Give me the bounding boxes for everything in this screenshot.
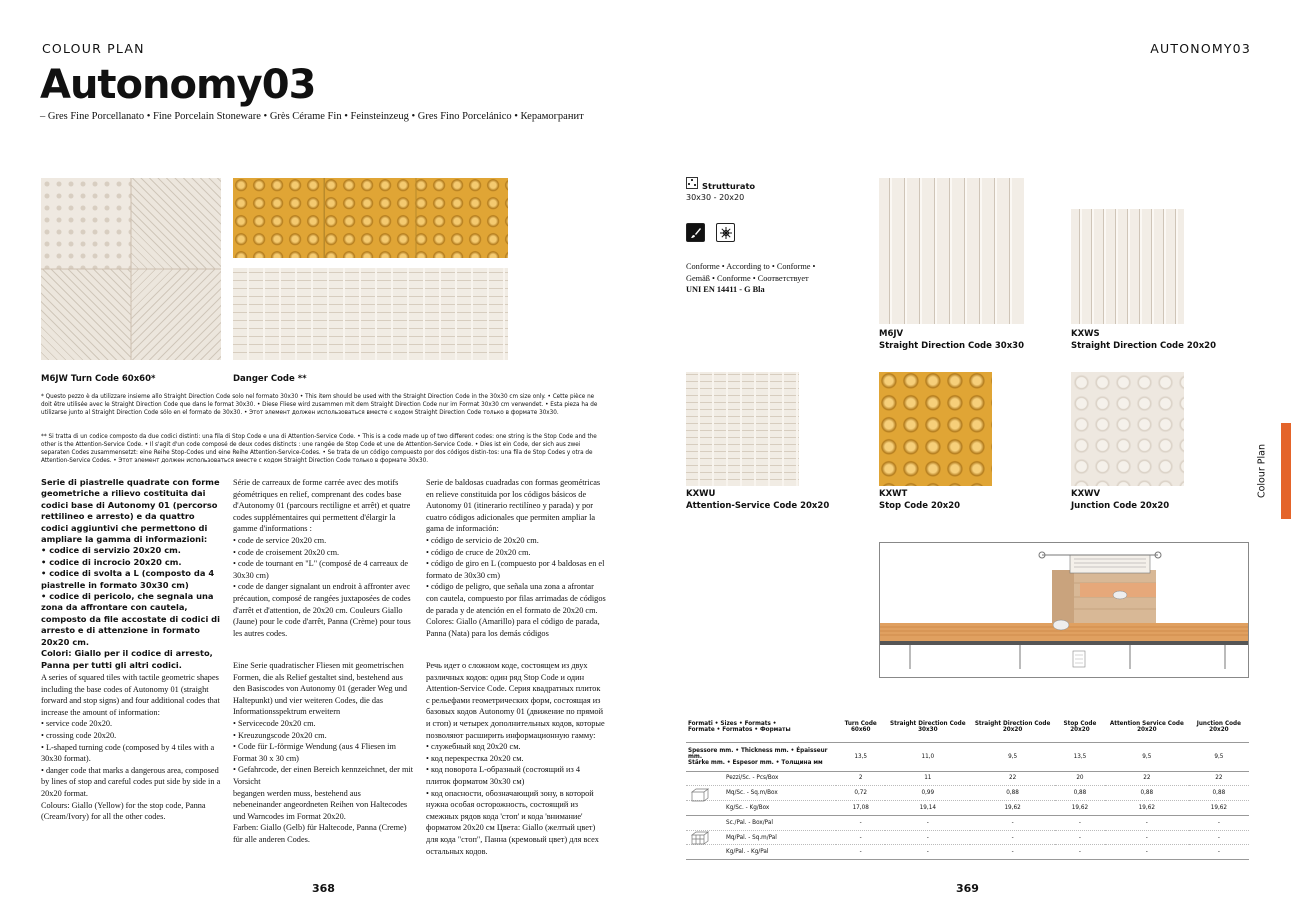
m6jv-tile-photo	[879, 178, 1024, 324]
spanish-description: Serie de baldosas cuadradas con formas geométricas en relieve constituida por los códigos básicos de Autonomy 01 (itinerario rectilíneo y parada) y por cuatro códigos adicionales que permiten ampliar la gama de información: • código de servicio de 20x20 cm. • código de cruce de 20x20 cm. • código de giro en L (compuesto por 4 baldosas en el formato de 30x30 cm) • código de peligro, que señala una zona a afrontar con cautela, compuesto por filas arrimadas de códigos de parada y de atención en el formato de 20x20 cm. Colores: Giallo (Amarillo) para el código de parada, Panna (Nata) para los demás códigos	[426, 478, 606, 638]
collection-label: AUTONOMY03	[1150, 41, 1251, 56]
column-header: Turn Code 60x60	[836, 713, 885, 742]
kxwv-tile-photo	[1071, 372, 1184, 486]
specifications-table	[686, 713, 1249, 860]
column-header: Attention Service Code 20x20	[1105, 713, 1189, 742]
kxwt-tile-photo	[879, 372, 992, 486]
box-icon	[691, 788, 709, 802]
english-description: A series of squared tiles with tactile geometric shapes including the base codes of Autonomy 01 (straight forward and stop signs) and four additional codes that increase the amount of information: • service code 20x20. • crossing code 20x20. • L-shaped turning code (composed by 4 tiles with a 30x30 format). • danger code that marks a dangerous area, composed by lines of stop and careful codes put side by side in a 20x20 format. Colours: Giallo (Yellow) for the stop code, Panna (Cream/Ivory) for all the other codes.	[41, 673, 221, 822]
stop-code-row-photo	[233, 178, 508, 258]
table-row: Kg/Sc. - Kg/Box 17,08 19,14 19,62 19,62 19,62 19,62	[686, 801, 1249, 816]
attention-code-row-photo	[233, 268, 508, 360]
installation-plan-illustration	[879, 542, 1249, 678]
section-label: COLOUR PLAN	[42, 41, 145, 56]
kxwt-caption: KXWT Stop Code 20x20	[879, 489, 961, 511]
table-row: Kg/Pal. - Kg/Pal - - - - - -	[686, 845, 1249, 860]
surface-sizes: 30x30 - 20x20	[686, 193, 745, 202]
page-number-left: 368	[312, 882, 335, 895]
conformity-text: Conforme • According to • Conforme • Gemäß • Conforme • Соответствует UNI EN 14411 - G Bla	[686, 262, 816, 295]
column-header: Junction Code 20x20	[1189, 713, 1249, 742]
german-description: Eine Serie quadratischer Fliesen mit geometrischen Formen, die als Relief gestaltet sind, bestehend aus den Basiscodes von Autonomy 01 (gerader Weg und Haltepunkt) und vier weiteren Codes, die das Informationsspektrum erweitern • Servicecode 20x20 cm. • Kreuzungscode 20x20 cm. • Code für L-förmige Wendung (aus 4 Fliesen im Format 30 x 30 cm) • Gefahrcode, der einen Bereich kennzeichnet, der mit Vorsicht begangen werden muss, bestehend aus nebeneinander angeordneten Reihen von Haltecodes und Warncodes im Format 20x20. Farben: Giallo (Gelb) für Haltecode, Panna (Creme) für alle anderen Codes.	[233, 661, 414, 844]
turn-code-photo	[41, 178, 221, 360]
section-tab-marker	[1281, 423, 1291, 519]
brush-icon	[686, 223, 705, 242]
column-header: Straight Direction Code 30x30	[885, 713, 970, 742]
danger-code-caption: Danger Code **	[233, 374, 307, 384]
italian-description: Serie di piastrelle quadrate con forme geometriche a rilievo costituita dai codici base di Autonomy 01 (percorso rettilineo e arresto) e da quattro codici aggiuntivi che permettono di ampliare la gamma di informazioni: • codice di servizio 20x20 cm. • codice di incrocio 20x20 cm. • codice di svolta a L (composto da 4 piastrelle in formato 30x30 cm) • codice di pericolo, che segnala una zona da affrontare con cautela, composto da file accostate di codici di arresto e di attenzione in formato 20x20 cm. Colori: Giallo per il codice di arresto, Panna per tutti gli altri codici.	[41, 477, 220, 670]
table-row: Sc./Pal. - Box/Pal - - - - - -	[686, 815, 1249, 830]
table-row: Pezzi/Sc. - Pcs/Box 2 11 22 20 22 22	[686, 771, 1249, 786]
formats-header: Formati • Sizes • Formats • Formate • Formatos • Форматы	[686, 713, 836, 742]
kxws-tile-photo	[1071, 209, 1184, 324]
norm-label: UNI EN 14411 - G Bla	[686, 285, 765, 295]
table-row: Mq/Pal. - Sq.m/Pal - - - - - -	[686, 830, 1249, 845]
russian-description: Речь идет о сложном коде, состоящем из двух различных кодов: один ряд Stop Code и один Attention-Service Code. Серия квадратных плиток с рельефами геометрических форм, состоящая из базовых кодов Autonomy 01 (движение по прямой и стоп) и четырех дополнительных кодов, которые позволяют расширить информационную гамму: • служебный код 20x20 см. • код перекрестка 20x20 см. • код поворота L-образный (состоящий из 4 плиток форматом 30x30 см) • код опасности, обозначающий зону, в которой нужна особая осторожность, состоящий из смежных рядов кода 'стоп' и кода 'внимание' форматом 20x20 см Цвета: Giallo (желтый цвет) для кода "стоп", Панна (кремовый цвет) для всех остальных кодов.	[426, 661, 605, 856]
kxws-caption: KXWS Straight Direction Code 20x20	[1071, 329, 1217, 351]
kxwv-caption: KXWV Junction Code 20x20	[1071, 489, 1170, 511]
kxwu-tile-photo	[686, 372, 799, 486]
snowflake-icon	[716, 223, 735, 242]
french-description: Série de carreaux de forme carrée avec des motifs géométriques en relief, comprenant des codes base d'Autonomy 01 (parcours rectiligne et arrêt) et quatre codes supplémentaires qui permettent d'élargir la gamme d'informations : • code de service 20x20 cm. • code de croisement 20x20 cm. • code de tournant en "L" (composé de 4 carreaux de 30x30 cm) • code de danger signalant un endroit à affronter avec précaution, composé de rangées juxtaposées de codes d'arrêt et d'attention, de 20x20 cm. Couleurs Giallo (Jaune) pour le code d'arrêt, Panna (Crème) pour tous les autres codes.	[233, 478, 411, 638]
column-header: Stop Code 20x20	[1055, 713, 1105, 742]
footnote-2: ** Si tratta di un codice composto da due codici distinti: una fila di Stop Code e una di Attention-Service Code. • This is a code made up of two different codes: one string is the Stop Code and the other is the Attention-Service Code. • Il s'agit d'un code composé de deux codes distincts : une rangée de Stop Code et une de Attention-Service Code. • Dies ist ein Code, der sich aus zwei separaten Codes zusammensetzt: eine Reihe Stop-Codes und eine Reihe Attention-Service-Codes. • Se trata de un código compuesto por dos códigos distin-tos: una fila de Stop Codes y otra de Attention-Service Codes. • Этот элемент должен использоваться вместе с кодом Straight Direction Code только в формате 30x30.	[41, 434, 597, 464]
page-number-right: 369	[956, 882, 979, 895]
thickness-row: Spessore mm. • Thickness mm. • Épaisseur mm. Stärke mm. • Espesor mm. • Толщина мм 13,5 11,0 9,5 13,5 9,5 9,5	[686, 742, 1249, 771]
pallet-icon	[691, 831, 709, 847]
page-title: Autonomy03	[40, 62, 316, 108]
kxwu-caption: KXWU Attention-Service Code 20x20	[686, 489, 830, 511]
footnote-1: * Questo pezzo è da utilizzare insieme allo Straight Direction Code solo nel formato 30x30 • This item should be used with the Straight Direction Code in the 30x30 cm size only. • Cette pièce ne doit être utilisée avec le Straight Direction Code que dans le format 30x30. • Diese Fliese wird zusammen mit dem Straight Direction Code nur im Format 30x30 cm verwendet. • Esta pieza ha de utilizarse junto al Straight Direction Code sólo en el formato de 30x30. • Этот элемент должен использоваться вместе с кодом Straight Direction Code только в формате 30x30.	[41, 394, 598, 416]
table-row: Mq/Sc. - Sq.m/Box 0,72 0,99 0,88 0,88 0,88 0,88	[686, 786, 1249, 801]
surface-label: Strutturato	[702, 181, 756, 191]
material-subtitle: – Gres Fine Porcellanato • Fine Porcelain Stoneware • Grès Cérame Fin • Feinsteinzeug • Gres Fino Porcelánico • Керамогранит	[40, 111, 584, 122]
structured-surface-icon	[686, 177, 698, 189]
column-header: Straight Direction Code 20x20	[970, 713, 1055, 742]
m6jv-caption: M6JV Straight Direction Code 30x30	[879, 329, 1025, 351]
side-section-label: Colour Plan	[1256, 443, 1268, 499]
turn-code-caption: M6JW Turn Code 60x60*	[41, 374, 156, 384]
